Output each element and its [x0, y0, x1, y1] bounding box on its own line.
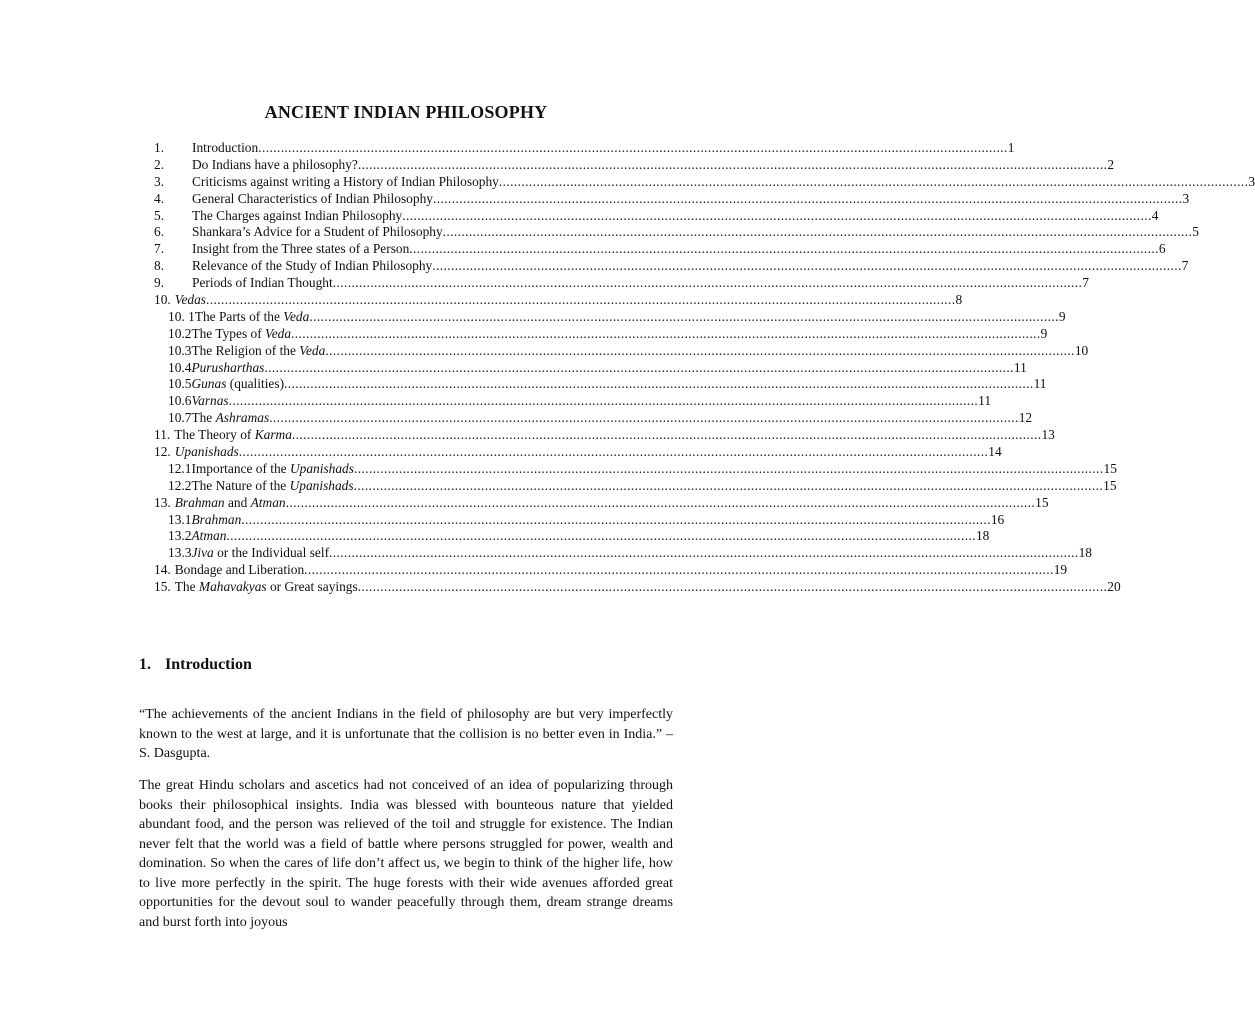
toc-entry-page: 18	[1078, 545, 1092, 561]
toc-dot-leader: ........................................................................................................................................................................................................	[309, 308, 1059, 324]
toc-dot-leader: ........................................................................................................................................................................................................	[402, 207, 1152, 223]
toc-entry-title-italic: Atman	[191, 528, 227, 544]
toc-entry[interactable]	[154, 545, 1092, 562]
toc-entry[interactable]	[154, 241, 1166, 258]
toc-entry-number: 13.2	[168, 528, 192, 544]
toc-entry-title	[192, 208, 402, 225]
toc-entry-page: 16	[990, 511, 1005, 527]
toc-entry-title-part: The Theory of	[174, 427, 255, 443]
toc-entry-title-part: Shankara’s Advice for a Student of Philosophy	[192, 224, 443, 240]
toc-entry[interactable]	[154, 444, 1002, 461]
toc-entry-number: 13.3	[168, 545, 192, 561]
toc-entry-title-part: The	[174, 579, 199, 595]
toc-entry-page: 8	[955, 292, 963, 308]
toc-entry[interactable]	[154, 342, 1089, 360]
toc-entry-title-part: The Parts of the	[194, 308, 284, 324]
toc-entry-title	[191, 343, 325, 360]
toc-entry-title	[175, 292, 206, 309]
section-title: Introduction	[165, 656, 252, 673]
toc-entry-page: 4	[1151, 207, 1159, 223]
toc-entry-number: 12.	[154, 444, 171, 460]
toc-entry-title	[191, 410, 269, 427]
section-number: 1.	[139, 656, 151, 673]
toc-entry-title-italic: Brahman	[174, 494, 225, 510]
toc-entry[interactable]	[154, 156, 1115, 174]
toc-entry-title-part: Introduction	[192, 140, 259, 155]
toc-entry-title	[175, 562, 304, 579]
toc-entry-title	[175, 579, 358, 596]
toc-entry-title	[192, 140, 258, 157]
toc-entry-number: 7.	[154, 241, 165, 257]
toc-dot-leader: ........................................................................................................................................................................................................	[291, 427, 1042, 443]
toc-entry-page: 7	[1181, 258, 1189, 274]
toc-dot-leader: ........................................................................................................................................................................................................	[329, 545, 1079, 561]
toc-entry-number: 9.	[154, 275, 165, 291]
toc-entry-number: 10.3	[168, 342, 192, 358]
toc-entry-title-italic: Purusharthas	[191, 359, 265, 375]
toc-entry-page: 15	[1103, 460, 1117, 476]
toc-entry-number: 3.	[154, 173, 165, 189]
document-title: ANCIENT INDIAN PHILOSOPHY	[264, 102, 548, 122]
toc-dot-leader: ........................................................................................................................................................................................................	[241, 511, 991, 527]
toc-entry[interactable]	[154, 562, 1068, 579]
toc-entry-title-part: General Characteristics of Indian Philosophy	[192, 190, 433, 206]
toc-dot-leader: ........................................................................................................................................................................................................	[258, 140, 1008, 155]
toc-entry-page: 7	[1082, 275, 1089, 291]
toc-entry-title-part: (qualities)	[226, 376, 285, 392]
toc-entry-title	[192, 224, 443, 241]
toc-dot-leader: ........................................................................................................................................................................................................	[228, 393, 979, 409]
toc-entry[interactable]	[154, 494, 1049, 512]
toc-entry-title-part: Periods of Indian Thought	[192, 275, 333, 291]
toc-entry-number: 10.5	[168, 376, 192, 392]
toc-entry-number: 13.	[154, 494, 171, 510]
toc-entry-number: 2.	[154, 156, 165, 172]
toc-entry[interactable]	[154, 477, 1117, 495]
toc-entry-page: 9	[1058, 308, 1066, 324]
toc-entry-title-part: and	[224, 494, 251, 510]
toc-entry-page: 11	[978, 393, 992, 409]
toc-dot-leader: ........................................................................................................................................................................................................	[357, 156, 1108, 172]
toc-entry[interactable]	[154, 173, 1255, 191]
toc-entry-title	[175, 444, 239, 461]
toc-entry-title-part: or the Individual self	[213, 545, 330, 561]
toc-entry[interactable]	[154, 224, 1199, 241]
toc-entry-page: 19	[1053, 562, 1068, 578]
toc-entry[interactable]	[154, 275, 1089, 292]
toc-entry-title	[195, 309, 310, 326]
toc-entry-title	[192, 275, 333, 292]
toc-entry-title	[175, 495, 286, 512]
toc-dot-leader: ........................................................................................................................................................................................................	[357, 579, 1108, 595]
toc-entry-title	[192, 258, 432, 275]
toc-entry-page: 12	[1018, 410, 1033, 426]
toc-entry[interactable]	[154, 376, 1047, 393]
toc-entry-title-part: The Types of	[191, 325, 266, 341]
toc-dot-leader: ........................................................................................................................................................................................................	[442, 224, 1193, 240]
toc-entry-title-italic: Upanishads	[289, 460, 354, 476]
toc-entry[interactable]	[154, 140, 1015, 157]
toc-entry[interactable]	[154, 359, 1027, 377]
toc-entry[interactable]	[154, 258, 1189, 275]
toc-dot-leader: ........................................................................................................................................................................................................	[432, 258, 1182, 274]
toc-entry-title-part: Criticisms against writing a History of Indian Philosophy	[192, 173, 499, 189]
toc-entry-number: 13.1	[168, 511, 192, 527]
toc-entry-title-italic: Upanishads	[174, 444, 239, 460]
toc-entry-number: 11.	[154, 427, 171, 443]
toc-dot-leader: ........................................................................................................................................................................................................	[226, 528, 976, 544]
toc-entry-number: 4.	[154, 190, 165, 206]
toc-entry-title-italic: Gunas	[191, 376, 227, 392]
toc-entry-number: 10.	[154, 292, 171, 308]
toc-entry-title-part: The	[191, 410, 216, 426]
toc-entry[interactable]	[154, 579, 1121, 596]
toc-entry-title	[192, 191, 433, 208]
toc-entry-number: 12.2	[168, 477, 192, 493]
toc-dot-leader: ........................................................................................................................................................................................................	[432, 190, 1183, 206]
toc-dot-leader: ........................................................................................................................................................................................................	[291, 325, 1041, 341]
toc-entry-title-italic: Vedas	[174, 292, 206, 308]
toc-dot-leader: ........................................................................................................................................................................................................	[498, 173, 1249, 189]
toc-entry-number: 12.1	[168, 460, 192, 476]
toc-entry-page: 15	[1103, 477, 1117, 493]
toc-entry[interactable]	[154, 292, 963, 309]
toc-entry-title	[191, 545, 329, 562]
toc-entry-number: 14.	[154, 562, 171, 578]
toc-dot-leader: ........................................................................................................................................................................................................	[409, 241, 1159, 257]
toc-entry-number: 10.4	[168, 359, 192, 375]
toc-entry-page: 11	[1013, 359, 1027, 375]
toc-entry[interactable]	[154, 308, 1066, 326]
toc-entry-title	[191, 376, 284, 393]
toc-entry[interactable]	[154, 325, 1048, 343]
toc-entry-page: 3	[1182, 190, 1190, 206]
toc-entry-title	[191, 461, 354, 478]
toc-entry[interactable]	[154, 427, 1055, 444]
toc-entry-title-part: The Charges against Indian Philosophy	[192, 207, 403, 223]
toc-entry[interactable]	[154, 528, 990, 545]
toc-dot-leader: ........................................................................................................................................................................................................	[325, 342, 1075, 358]
table-of-contents	[154, 140, 1255, 596]
toc-entry-number: 6.	[154, 224, 165, 240]
toc-entry[interactable]	[154, 190, 1190, 208]
toc-entry-number: 15.	[154, 579, 171, 595]
toc-entry-title-italic: Veda	[283, 308, 310, 324]
toc-entry-title-part: Bondage and Liberation	[174, 562, 305, 578]
toc-entry-title	[191, 360, 264, 377]
toc-entry-title	[192, 157, 358, 174]
toc-entry-number: 10.2	[168, 325, 192, 341]
toc-entry-title-italic: Karma	[254, 427, 292, 443]
toc-entry-title-part: Do Indians have a philosophy?	[192, 156, 358, 172]
toc-dot-leader: ........................................................................................................................................................................................................	[284, 376, 1034, 392]
toc-entry-title-part: Relevance of the Study of Indian Philosophy	[192, 258, 433, 274]
toc-entry-page: 10	[1074, 342, 1089, 358]
toc-entry-title-part: Importance of the	[191, 460, 290, 476]
toc-entry-title-italic: Mahavakyas	[198, 579, 267, 595]
body-paragraph: The great Hindu scholars and ascetics had not conceived of an idea of popularizing through books their philosophical insights. India was blessed with bounteous nature that yielded abundant food, and the person was relieved of the toil and struggle for existence. The Indian never felt that the world was a field of battle where persons struggled for power, wealth and domination. So when the cares of life don’t affect us, we begin to think of the higher life, how to live more perfectly in the spirit. The huge forests with their wide avenues afforded great opportunities for the devout soul to wander peacefully through them, dream strange dreams and burst forth into joyous	[139, 778, 673, 930]
toc-entry-page: 11	[1033, 376, 1047, 392]
toc-entry[interactable]	[154, 207, 1159, 225]
toc-entry-page: 20	[1107, 579, 1121, 595]
toc-entry-page: 1	[1007, 140, 1015, 155]
toc-entry-page: 13	[1041, 427, 1055, 443]
toc-entry-title-italic: Atman	[250, 494, 286, 510]
toc-entry-title	[192, 241, 409, 258]
toc-entry-number: 10.7	[168, 410, 192, 426]
toc-entry-page: 2	[1107, 156, 1115, 172]
toc-dot-leader: ........................................................................................................................................................................................................	[353, 460, 1104, 476]
toc-entry-title-italic: Jiva	[191, 545, 214, 561]
toc-dot-leader: ........................................................................................................................................................................................................	[285, 494, 1036, 510]
toc-entry-page: 9	[1040, 325, 1048, 341]
toc-entry-number: 1.	[154, 140, 165, 155]
toc-dot-leader: ........................................................................................................................................................................................................	[269, 410, 1019, 426]
toc-entry-page: 5	[1192, 224, 1199, 240]
toc-dot-leader: ........................................................................................................................................................................................................	[238, 444, 989, 460]
toc-entry[interactable]	[154, 511, 1005, 529]
toc-entry-title	[191, 528, 226, 545]
toc-entry-number: 10. 1	[168, 308, 195, 324]
toc-entry-title	[191, 512, 241, 529]
toc-entry-number: 8.	[154, 258, 165, 274]
toc-entry-title-italic: Upanishads	[289, 477, 354, 493]
toc-dot-leader: ........................................................................................................................................................................................................	[264, 359, 1014, 375]
toc-entry-title	[191, 393, 228, 410]
toc-entry-title	[191, 326, 291, 343]
toc-dot-leader: ........................................................................................................................................................................................................	[332, 275, 1083, 291]
toc-entry-title-italic: Veda	[265, 325, 292, 341]
toc-entry-title-part: The Nature of the	[191, 477, 290, 493]
toc-entry-title	[174, 427, 292, 444]
toc-entry-page: 15	[1035, 494, 1049, 510]
toc-entry-number: 5.	[154, 207, 165, 223]
toc-entry-page: 18	[975, 528, 990, 544]
toc-entry-page: 14	[988, 444, 1002, 460]
epigraph-quote: “The achievements of the ancient Indians in the field of philosophy are but very imperfectly known to the west at large, and it is unfortunate that the collision is no better even in India.” – S. Dasgupta.	[139, 707, 673, 761]
toc-entry[interactable]	[154, 460, 1117, 478]
toc-entry-page: 6	[1158, 241, 1166, 257]
toc-dot-leader: ........................................................................................................................................................................................................	[353, 477, 1104, 493]
toc-dot-leader: ........................................................................................................................................................................................................	[304, 562, 1054, 578]
toc-entry-title-italic: Veda	[299, 342, 326, 358]
toc-entry[interactable]	[154, 393, 992, 410]
toc-entry-title-part: or Great sayings	[266, 579, 358, 595]
section-heading	[139, 656, 252, 674]
toc-entry-title-part: The Religion of the	[191, 342, 300, 358]
toc-entry-number: 10.6	[168, 393, 192, 409]
toc-entry-page: 3	[1248, 173, 1255, 189]
toc-entry-title-italic: Varnas	[191, 393, 229, 409]
toc-entry-title-part: Insight from the Three states of a Person	[192, 241, 410, 257]
toc-entry-title	[191, 478, 353, 495]
toc-entry[interactable]	[154, 410, 1033, 427]
toc-entry-title	[192, 174, 499, 191]
toc-dot-leader: ........................................................................................................................................................................................................	[206, 292, 956, 308]
toc-entry-title-italic: Brahman	[191, 511, 242, 527]
toc-entry-title-italic: Ashramas	[215, 410, 270, 426]
